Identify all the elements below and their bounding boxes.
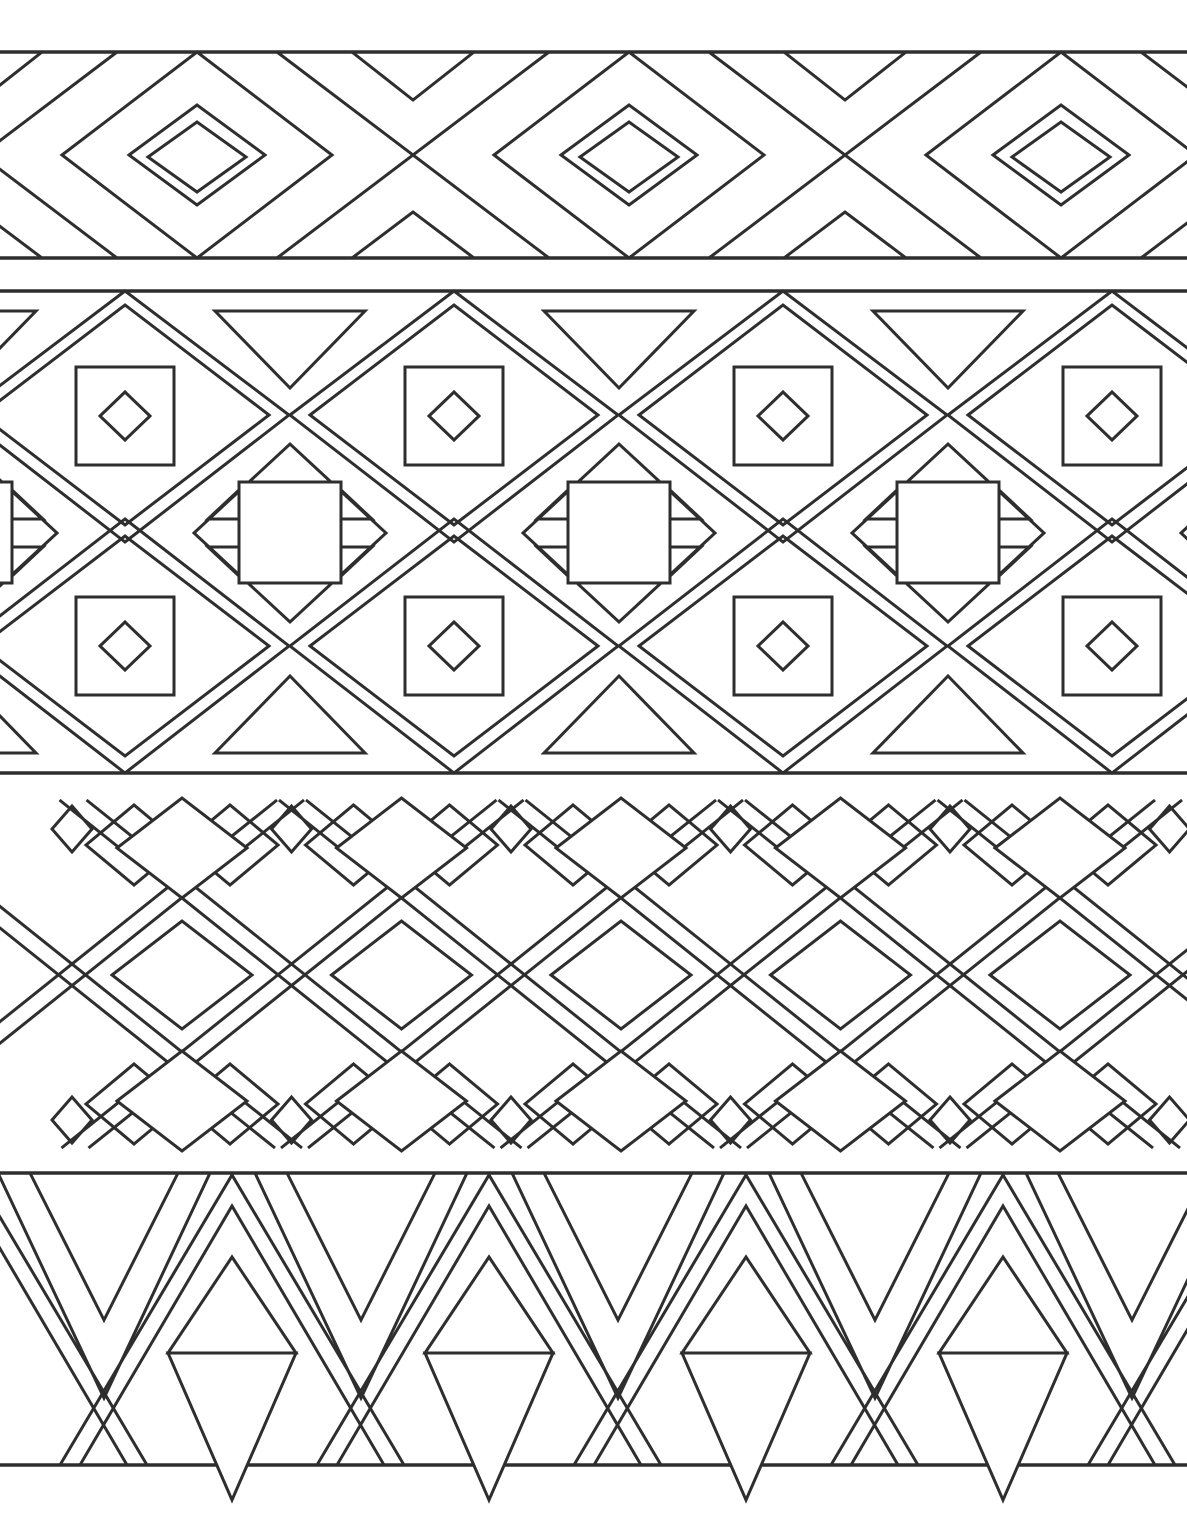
pattern-shape [537,490,568,519]
pattern-shape [168,1353,296,1500]
pattern-shape [1063,367,1161,465]
pattern-shape [208,490,239,519]
pattern-shape [939,1257,1067,1353]
band-1-lens-cross-border--border-lines [0,52,1187,258]
pattern-shape [897,482,999,583]
band-4-triangle-zigzag-border [0,1173,1187,1500]
pattern-shape [682,1353,810,1500]
pattern-shape [670,547,701,576]
pattern-shape [1108,1206,1187,1465]
pattern-shape [208,547,239,576]
band-2-square-argyle-border--middle-squares-with-chevrons [0,482,1187,583]
pattern-shape [62,52,332,258]
band-2-square-argyle-border [0,291,1187,773]
pattern-shape [0,1206,127,1465]
pattern-shape [30,1173,178,1320]
pattern-shape [425,1353,553,1500]
pattern-shape [866,490,897,519]
band-1-lens-cross-border [0,52,1187,258]
pattern-shape [76,597,174,695]
band-3-overlapping-diamonds--diamond-clusters [86,798,1156,1151]
pattern-shape [926,52,1187,258]
pattern-shape [0,52,117,258]
pattern-shape [341,547,372,576]
pattern-shape [0,1175,147,1465]
pattern-shape [76,367,174,465]
pattern-shape [1088,1175,1187,1465]
band-3-overlapping-diamonds [0,798,1187,1151]
pattern-shape [784,52,906,100]
pattern-shape [0,212,42,258]
pattern-shape [999,547,1030,576]
pattern-shape [939,1353,1067,1500]
pattern-shape [1063,597,1161,695]
pattern-shape [239,482,341,583]
pattern-shape [341,490,372,519]
pattern-shape [425,1257,553,1353]
pattern-shape [405,367,503,465]
band-1-lens-cross-border--x-cross-units [0,52,1187,258]
pattern-shape [670,490,701,519]
pattern-shape [0,676,36,753]
pattern-shape [801,1173,949,1320]
pattern-shape [544,1173,692,1320]
pattern-shape [405,597,503,695]
pattern-shape [12,547,43,576]
pattern-shape [168,1257,296,1353]
pattern-shape [352,52,474,100]
pattern-shape [0,52,42,100]
pattern-shape [866,547,897,576]
pattern-shape [999,490,1030,519]
pattern-shape [12,490,43,519]
pattern-shape [494,52,764,258]
pattern-shape [734,597,832,695]
pattern-shape [352,212,474,258]
band-1-lens-cross-border--nested-lens-diamonds [62,52,1187,258]
pattern-shape [287,1173,435,1320]
pattern-shape [568,482,670,583]
pattern-shape [682,1257,810,1353]
pattern-shape [784,212,906,258]
pattern-shape [0,52,117,258]
pattern-shape [734,367,832,465]
pattern-shape [0,482,12,583]
pattern-shape [537,547,568,576]
